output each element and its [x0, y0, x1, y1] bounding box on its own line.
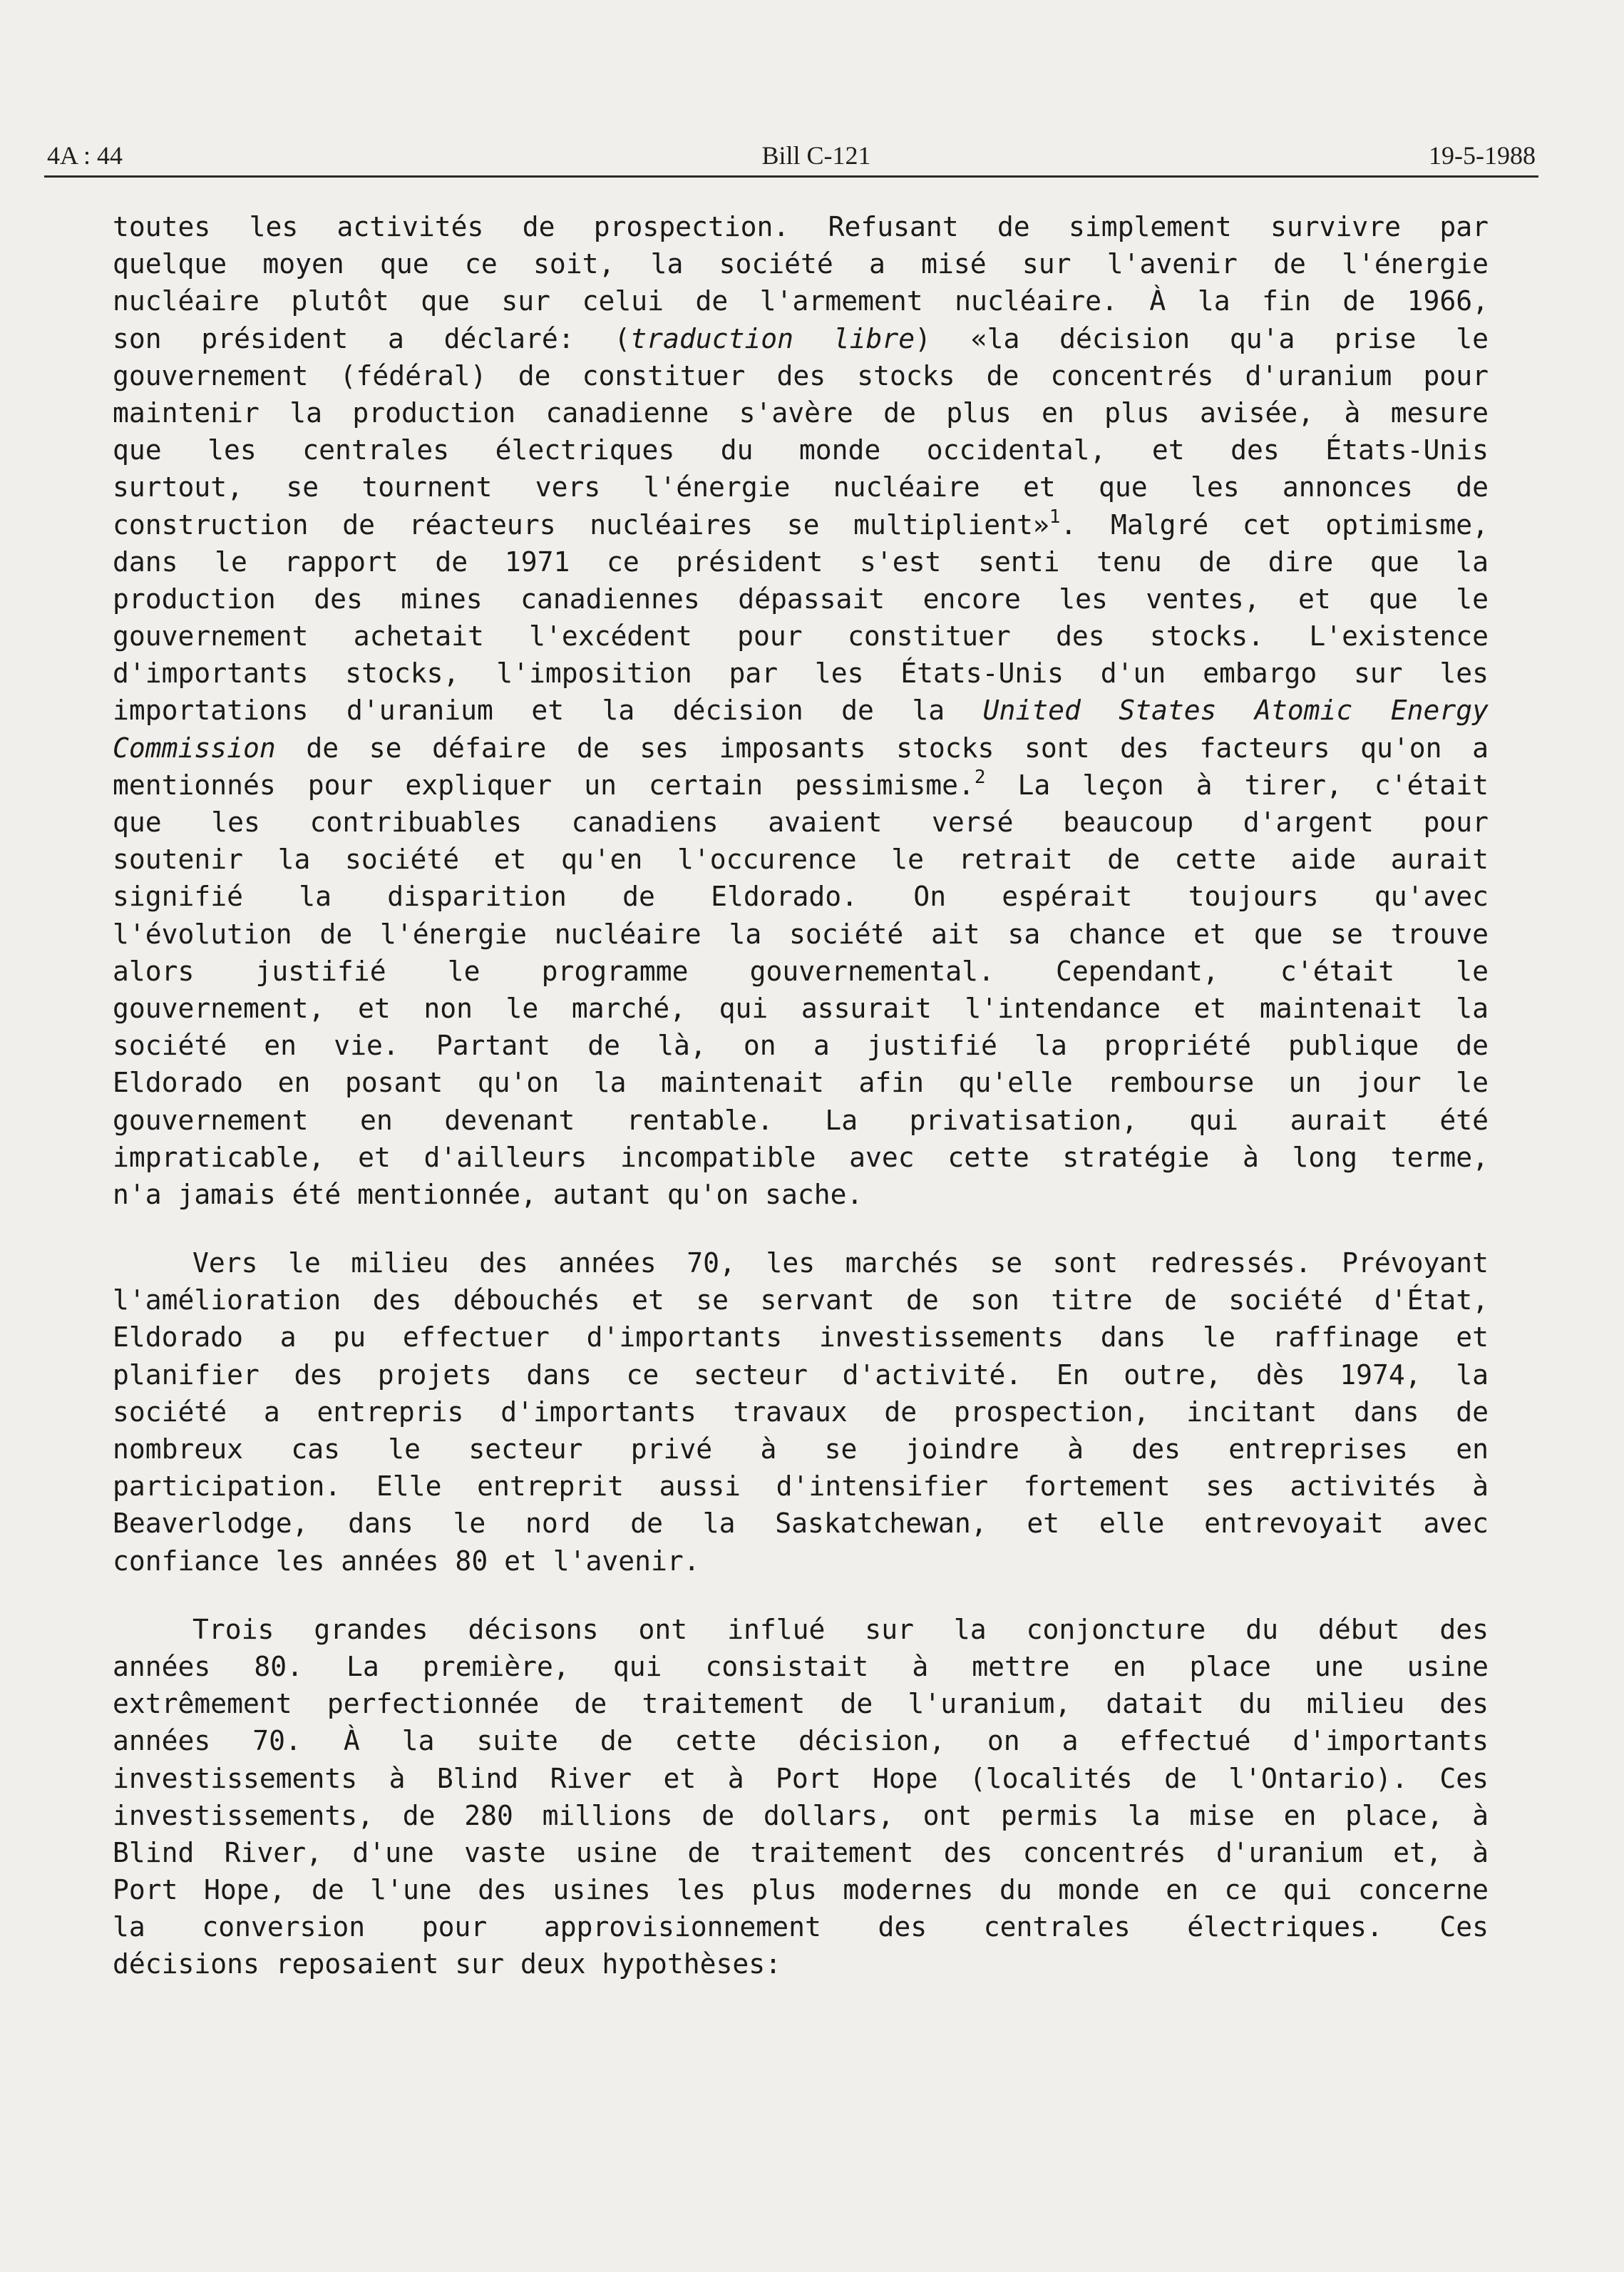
header-rule [44, 175, 1538, 178]
text-line: Trois grandes décisons ont influé sur la conjoncture du début des [192, 1613, 1489, 1645]
bill-title: Bill C-121 [761, 141, 871, 170]
text-line: nucléaire plutôt que sur celui de l'armement nucléaire. À la fin de 1966, [113, 285, 1489, 317]
text-line: Commission de se défaire de ses imposants stocks sont des facteurs qu'on a [113, 732, 1489, 764]
document-date: 19-5-1988 [1429, 141, 1536, 170]
text-line: investissements, de 280 millions de dollars, ont permis la mise en place, à [113, 1799, 1489, 1831]
text-line: toutes les activités de prospection. Refusant de simplement survivre par [113, 211, 1489, 242]
text-line: l'amélioration des débouchés et se servant de son titre de société d'État, [113, 1284, 1489, 1316]
page-number: 4A : 44 [47, 141, 123, 170]
text-line: société a entrepris d'importants travaux de prospection, incitant dans de [113, 1396, 1489, 1428]
text-line: l'évolution de l'énergie nucléaire la société ait sa chance et que se trouve [113, 918, 1489, 950]
text-line: quelque moyen que ce soit, la société a misé sur l'avenir de l'énergie [113, 248, 1489, 280]
italic-text: United States Atomic Energy [982, 695, 1489, 727]
text-line: que les centrales électriques du monde occidental, et des États-Unis [113, 434, 1489, 466]
text-line: dans le rapport de 1971 ce président s'est senti tenu de dire que la [113, 546, 1489, 578]
text-line: impraticable, et d'ailleurs incompatible avec cette stratégie à long terme, [113, 1141, 1489, 1173]
text-line: signifié la disparition de Eldorado. On espérait toujours qu'avec [113, 881, 1489, 913]
text-line: décisions reposaient sur deux hypothèses: [113, 1948, 781, 1980]
text-line: Beaverlodge, dans le nord de la Saskatchewan, et elle entrevoyait avec [113, 1508, 1489, 1540]
text-line: nombreux cas le secteur privé à se joindre à des entreprises en [113, 1433, 1489, 1465]
text-line: alors justifié le programme gouvernemental. Cependant, c'était le [113, 955, 1489, 987]
text-line: la conversion pour approvisionnement des centrales électriques. Ces [113, 1911, 1489, 1943]
text-line: d'importants stocks, l'imposition par les États-Unis d'un embargo sur les [113, 657, 1489, 690]
text-line: mentionnés pour expliquer un certain pessimisme.$^2$ La leçon à tirer, c'était [113, 766, 1489, 801]
text-line: construction de réacteurs nucléaires se multiplient»$^1$. Malgré cet optimisme, [113, 506, 1489, 541]
text-line: maintenir la production canadienne s'avère de plus en plus avisée, à mesure [113, 396, 1489, 429]
paragraph [113, 1611, 1489, 1983]
text-line: que les contribuables canadiens avaient versé beaucoup d'argent pour [113, 807, 1489, 838]
text-line: société en vie. Partant de là, on a justifié la propriété publique de [113, 1030, 1489, 1062]
text-line: confiance les années 80 et l'avenir. [113, 1545, 700, 1577]
paragraph [113, 208, 1489, 1213]
text-line: n'a jamais été mentionnée, autant qu'on sache. [113, 1178, 863, 1210]
text-line: planifier des projets dans ce secteur d'activité. En outre, dès 1974, la [113, 1358, 1489, 1391]
body-text [113, 208, 1489, 1983]
footnote-ref: 2 [974, 766, 986, 788]
paragraph [113, 1244, 1489, 1580]
text-line: participation. Elle entreprit aussi d'intensifier fortement ses activités à [113, 1470, 1489, 1503]
text-line: gouvernement (fédéral) de constituer des stocks de concentrés d'uranium pour [113, 359, 1489, 392]
paragraph-gap [113, 1580, 1489, 1611]
italic-text: Commission [113, 732, 276, 764]
text-line: Blind River, d'une vaste usine de traitement des concentrés d'uranium et, à [113, 1836, 1489, 1868]
text-line: Eldorado en posant qu'on la maintenait afin qu'elle rembourse un jour le [113, 1067, 1489, 1099]
text-line: production des mines canadiennes dépassait encore les ventes, et que le [113, 583, 1489, 615]
text-line: Port Hope, de l'une des usines les plus modernes du monde en ce qui concerne [113, 1874, 1489, 1906]
text-line: années 70. À la suite de cette décision, on a effectué d'importants [113, 1725, 1489, 1757]
paragraph-gap [113, 1213, 1489, 1244]
text-line: gouvernement en devenant rentable. La privatisation, qui aurait été [113, 1104, 1489, 1136]
text-line: années 80. La première, qui consistait à mettre en place une usine [113, 1650, 1489, 1682]
text-line: gouvernement achetait l'excédent pour constituer des stocks. L'existence [113, 620, 1489, 653]
text-line: importations d'uranium et la décision de la United States Atomic Energy [113, 695, 1489, 727]
text-line: gouvernement, et non le marché, qui assurait l'intendance et maintenait la [113, 992, 1489, 1024]
footnote-ref: 1 [1049, 506, 1061, 528]
italic-text: traduction libre [630, 322, 915, 354]
text-line: extrêmement perfectionnée de traitement de l'uranium, datait du milieu des [113, 1688, 1489, 1720]
text-line: soutenir la société et qu'en l'occurence le retrait de cette aide aurait [113, 844, 1489, 876]
text-line: surtout, se tournent vers l'énergie nucléaire et que les annonces de [113, 471, 1489, 503]
text-line: investissements à Blind River et à Port Hope (localités de l'Ontario). Ces [113, 1762, 1489, 1794]
text-line: son président a déclaré: (traduction libre) «la décision qu'a prise le [113, 322, 1489, 354]
text-line: Eldorado a pu effectuer d'importants investissements dans le raffinage et [113, 1321, 1489, 1354]
text-line: Vers le milieu des années 70, les marchés se sont redressés. Prévoyant [192, 1247, 1489, 1279]
